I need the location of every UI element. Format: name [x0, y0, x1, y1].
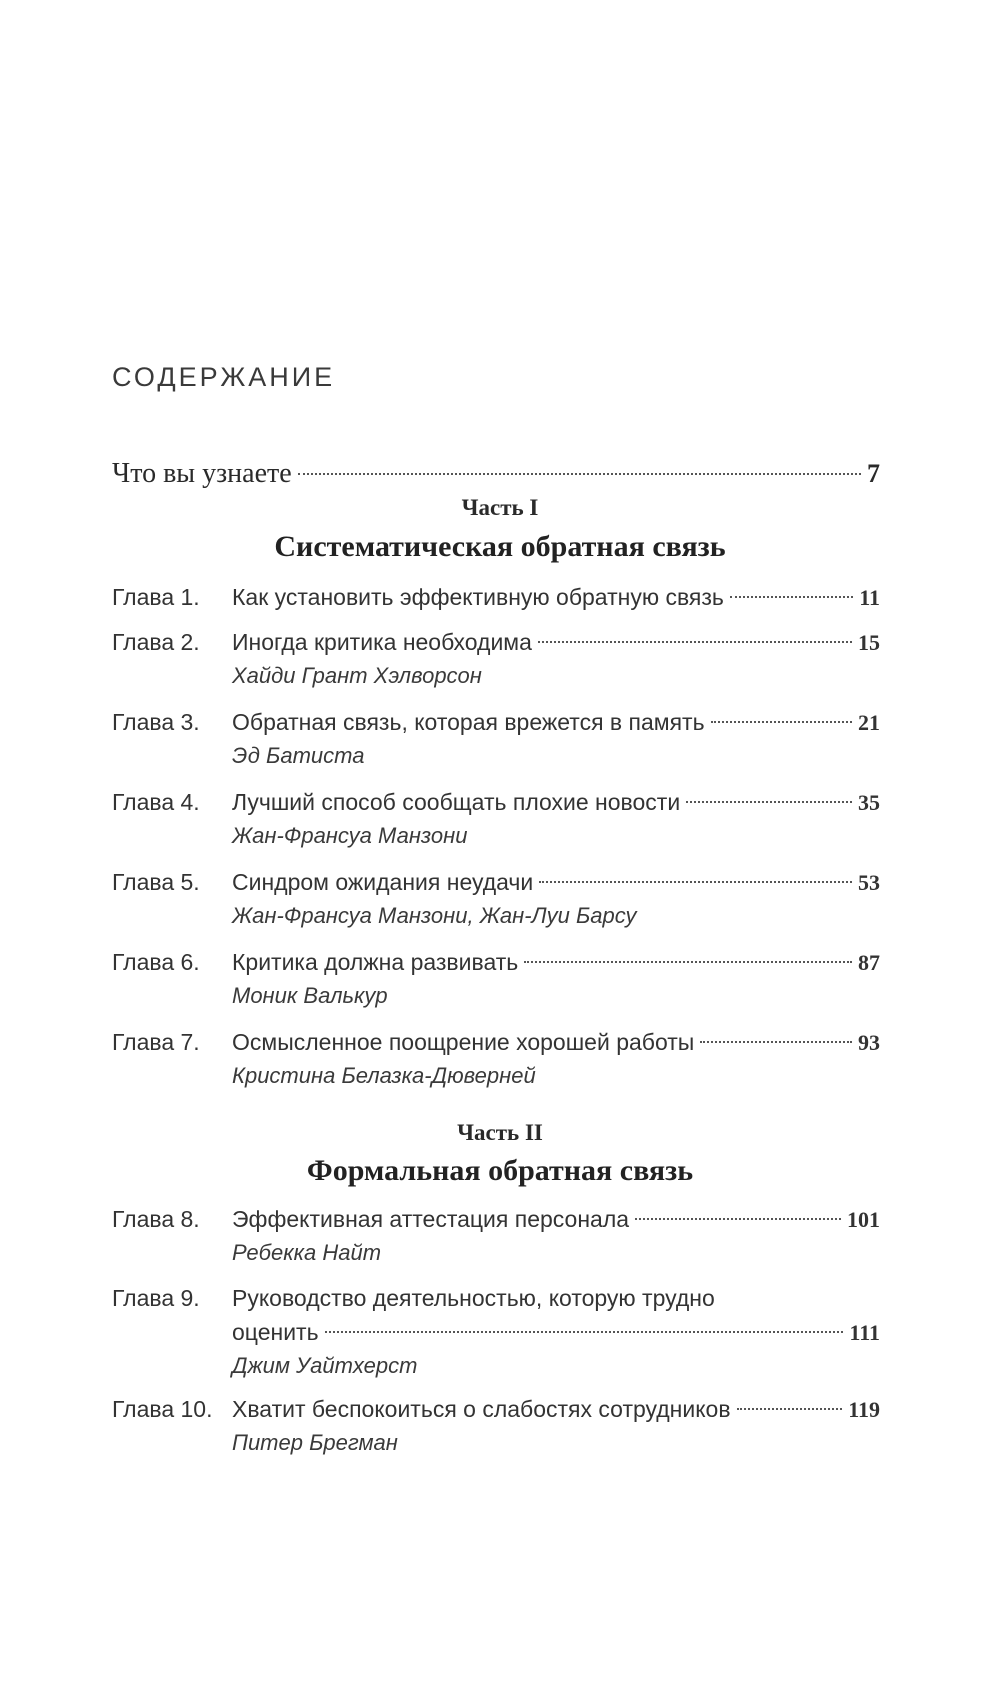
- chapter-author: Моник Валькур: [232, 983, 388, 1008]
- chapter-number: Глава 8.: [112, 1206, 200, 1232]
- chapter-number: Глава 5.: [112, 869, 200, 895]
- chapter-number: Глава 3.: [112, 709, 200, 735]
- toc-entry-chapter-1[interactable]: [112, 580, 880, 615]
- toc-entry-chapter-4[interactable]: [112, 785, 880, 852]
- chapter-author: Ребекка Найт: [232, 1240, 382, 1265]
- dot-leader: [700, 1041, 852, 1043]
- chapter-title: Синдром ожидания неудачи: [232, 869, 534, 895]
- page-number: 101: [847, 1207, 880, 1232]
- chapter-author: Питер Брегман: [232, 1430, 398, 1455]
- chapter-title-continued: оценить: [232, 1319, 319, 1345]
- page-number: 21: [858, 710, 880, 735]
- chapter-number: Глава 4.: [112, 789, 200, 815]
- part-title: Систематическая обратная связь: [274, 530, 726, 563]
- chapter-author: Эд Батиста: [232, 743, 365, 768]
- intro-title: Что вы узнаете: [112, 458, 292, 489]
- dot-leader: [524, 961, 852, 963]
- toc-entry-chapter-9[interactable]: [112, 1281, 880, 1382]
- chapter-title: Эффективная аттестация персонала: [232, 1206, 630, 1232]
- page-number: 119: [848, 1397, 880, 1422]
- chapter-number: Глава 10.: [112, 1396, 213, 1422]
- toc-entry-chapter-6[interactable]: [112, 945, 880, 1012]
- chapter-title: Иногда критика необходима: [232, 629, 532, 655]
- page-number: 15: [858, 630, 880, 655]
- dot-leader: [737, 1408, 843, 1410]
- chapter-author: Хайди Грант Хэлворсон: [232, 663, 482, 688]
- toc-entry-chapter-7[interactable]: [112, 1025, 880, 1092]
- page-number: 111: [849, 1320, 880, 1345]
- dot-leader: [325, 1331, 844, 1333]
- toc-entry-chapter-5[interactable]: [112, 865, 880, 932]
- chapter-number: Глава 2.: [112, 629, 200, 655]
- chapter-title: Как установить эффективную обратную связь: [232, 584, 724, 610]
- chapter-title: Лучший способ сообщать плохие новости: [232, 789, 681, 815]
- chapter-author: Жан-Франсуа Манзони: [232, 823, 468, 848]
- toc-entry-intro[interactable]: [112, 458, 880, 490]
- toc-entry-chapter-8[interactable]: [112, 1202, 880, 1269]
- chapter-title: Критика должна развивать: [232, 949, 519, 975]
- part-title: Формальная обратная связь: [306, 1154, 694, 1187]
- chapter-author: Кристина Белазка-Дюверней: [232, 1063, 536, 1088]
- toc-entry-chapter-10[interactable]: [112, 1392, 880, 1459]
- chapter-number: Глава 9.: [112, 1285, 200, 1311]
- chapter-number: Глава 6.: [112, 949, 200, 975]
- dot-leader: [711, 721, 852, 723]
- chapter-title: Руководство деятельностью, которую трудно: [232, 1285, 715, 1311]
- toc-entry-chapter-3[interactable]: [112, 705, 880, 772]
- dot-leader: [686, 801, 852, 803]
- chapter-number: Глава 7.: [112, 1029, 200, 1055]
- page-number: 53: [858, 870, 880, 895]
- toc-heading: СОДЕРЖАНИЕ: [112, 362, 336, 392]
- page-number: 7: [867, 459, 880, 488]
- page-number: 93: [858, 1030, 880, 1055]
- page-number: 87: [858, 950, 880, 975]
- part-label: Часть II: [457, 1120, 543, 1145]
- chapter-title: Хватит беспокоиться о слабостях сотрудников: [232, 1396, 731, 1422]
- part-label: Часть I: [461, 495, 539, 520]
- dot-leader: [539, 881, 852, 883]
- chapter-author: Джим Уайтхерст: [232, 1353, 418, 1378]
- toc-entry-chapter-2[interactable]: [112, 625, 880, 692]
- dot-leader: [730, 596, 853, 598]
- chapter-title: Обратная связь, которая врежется в память: [232, 709, 705, 735]
- chapter-title: Осмысленное поощрение хорошей работы: [232, 1029, 695, 1055]
- dot-leader: [635, 1218, 841, 1220]
- dot-leader: [538, 641, 852, 643]
- page-number: 11: [859, 585, 880, 610]
- page-number: 35: [858, 790, 880, 815]
- dot-leader: [298, 473, 861, 475]
- chapter-author: Жан-Франсуа Манзони, Жан-Луи Барсу: [232, 903, 637, 928]
- chapter-number: Глава 1.: [112, 584, 200, 610]
